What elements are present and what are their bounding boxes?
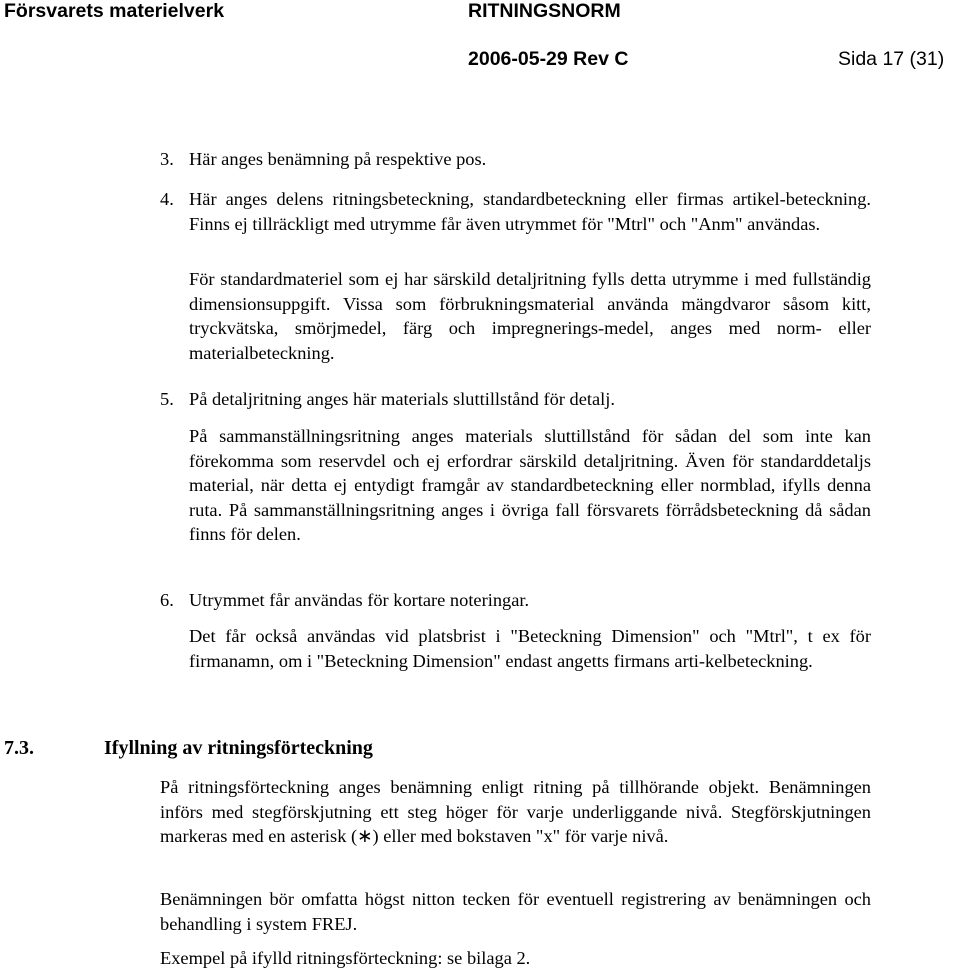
item-paragraph: Här anges delens ritningsbeteckning, standardbeteckning eller firmas artikel-beteckning. Finns ej tillräckligt med utrymme får även utrymmet för "Mtrl" och "Anm" användas. [189, 189, 871, 234]
section-paragraph: Exempel på ifylld ritningsförteckning: se bilaga 2. [160, 948, 531, 968]
section-number: 7.3. [4, 737, 34, 759]
header-page-number: Sida 17 (31) [838, 48, 945, 70]
item-number: 3. [160, 149, 174, 169]
item-paragraph: Utrymmet får användas för kortare noteringar. [189, 590, 530, 610]
header-title: RITNINGSNORM [468, 0, 621, 22]
section-title: Ifyllning av ritningsförteckning [104, 737, 373, 759]
header-org: Försvarets materielverk [4, 0, 225, 22]
item-paragraph: Här anges benämning på respektive pos. [189, 149, 487, 169]
item-paragraph: På detaljritning anges här materials sluttillstånd för detalj. [189, 389, 615, 409]
item-number: 4. [160, 189, 174, 209]
item-paragraph: På sammanställningsritning anges materials sluttillstånd för sådan del som inte kan förekomma som reservdel och ej erfordrar särskild detaljritning. Även för standarddetaljs material, när detta ej entydigt framgår av standardbeteckning eller normblad, ifylls denna ruta. På sammanställningsritning anges i övriga fall försvarets förrådsbeteckning då sådan finns för delen. [189, 426, 871, 544]
item-number: 5. [160, 389, 174, 409]
header-date-rev: 2006-05-29 Rev C [468, 48, 629, 70]
section-paragraph: Benämningen bör omfatta högst nitton tecken för eventuell registrering av benämningen och behandling i system FREJ. [160, 889, 871, 934]
section-paragraph: På ritningsförteckning anges benämning enligt ritning på tillhörande objekt. Benämningen införs med stegförskjutning ett steg höger för varje underliggande nivå. Stegförskjutningen markeras med en asterisk (∗) eller med bokstaven "x" för varje nivå. [160, 777, 871, 846]
item-paragraph: För standardmateriel som ej har särskild detaljritning fylls detta utrymme i med fullständig dimensionsuppgift. Vissa som förbrukningsmaterial använda mängdvaror såsom kitt, tryckvätska, smörjmedel, färg och impregnerings-medel, anges med norm- eller materialbeteckning. [189, 269, 871, 363]
item-paragraph: Det får också användas vid platsbrist i "Beteckning Dimension" och "Mtrl", t ex för firmanamn, om i "Beteckning Dimension" endast angetts firmans arti-kelbeteckning. [189, 626, 871, 671]
item-number: 6. [160, 590, 174, 610]
